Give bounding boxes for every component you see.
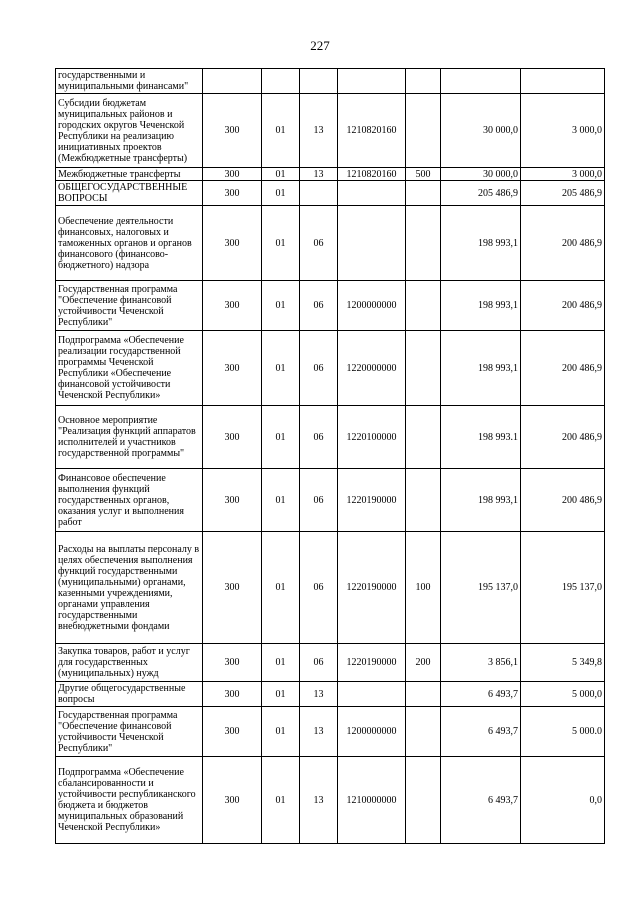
cell-year2: 200 486,9 <box>521 206 605 281</box>
row-name: Подпрограмма «Обеспечение реализации государственной программы Чеченской Республики «Обеспечение финансовой устойчивости Чеченской Республики» <box>56 331 203 406</box>
row-name: Финансовое обеспечение выполнения функций государственных органов, оказания услуг и выполнения работ <box>56 469 203 532</box>
row-name: Закупка товаров, работ и услуг для государственных (муниципальных) нужд <box>56 644 203 682</box>
cell-grbs <box>203 69 262 94</box>
table-row <box>56 168 605 181</box>
cell-rz: 01 <box>262 406 300 469</box>
cell-vr <box>406 757 441 844</box>
cell-vr <box>406 469 441 532</box>
cell-rz: 01 <box>262 94 300 168</box>
cell-year1: 198 993,1 <box>441 206 521 281</box>
cell-pr: 06 <box>300 532 338 644</box>
cell-year1: 6 493,7 <box>441 682 521 707</box>
cell-year1: 3 856,1 <box>441 644 521 682</box>
cell-csr: 1200000000 <box>338 707 406 757</box>
cell-vr <box>406 181 441 206</box>
cell-year1: 6 493,7 <box>441 757 521 844</box>
cell-csr: 1210000000 <box>338 757 406 844</box>
cell-year1: 6 493,7 <box>441 707 521 757</box>
row-name: государственными и муниципальными финансами" <box>56 69 203 94</box>
cell-vr <box>406 281 441 331</box>
cell-year1: 198 993.1 <box>441 406 521 469</box>
cell-pr: 13 <box>300 757 338 844</box>
cell-rz: 01 <box>262 281 300 331</box>
cell-year2 <box>521 69 605 94</box>
cell-year2: 0,0 <box>521 757 605 844</box>
cell-pr <box>300 69 338 94</box>
row-name: Обеспечение деятельности финансовых, налоговых и таможенных органов и органов финансового (финансово-бюджетного) надзора <box>56 206 203 281</box>
table-row <box>56 206 605 281</box>
cell-pr: 06 <box>300 406 338 469</box>
row-name: Межбюджетные трансферты <box>56 168 203 181</box>
cell-year1: 198 993,1 <box>441 469 521 532</box>
row-name: Государственная программа "Обеспечение финансовой устойчивости Чеченской Республики" <box>56 281 203 331</box>
cell-year2: 3 000,0 <box>521 168 605 181</box>
table-row <box>56 94 605 168</box>
cell-year2: 5 349,8 <box>521 644 605 682</box>
cell-rz: 01 <box>262 181 300 206</box>
cell-grbs: 300 <box>203 644 262 682</box>
row-name: Основное мероприятие "Реализация функций аппаратов исполнителей и участников государственной программы" <box>56 406 203 469</box>
cell-year2: 5 000.0 <box>521 707 605 757</box>
cell-grbs: 300 <box>203 181 262 206</box>
cell-year2: 195 137,0 <box>521 532 605 644</box>
cell-year1: 198 993,1 <box>441 281 521 331</box>
cell-grbs: 300 <box>203 406 262 469</box>
budget-table-body <box>56 69 605 844</box>
cell-year1: 205 486,9 <box>441 181 521 206</box>
row-name: Субсидии бюджетам муниципальных районов и городских округов Чеченской Республики на реализацию инициативных проектов (Межбюджетные трансферты) <box>56 94 203 168</box>
cell-csr: 1220190000 <box>338 532 406 644</box>
cell-csr: 1210820160 <box>338 94 406 168</box>
cell-grbs: 300 <box>203 281 262 331</box>
cell-rz: 01 <box>262 168 300 181</box>
cell-csr <box>338 206 406 281</box>
cell-year2: 205 486,9 <box>521 181 605 206</box>
cell-rz: 01 <box>262 532 300 644</box>
cell-grbs: 300 <box>203 469 262 532</box>
table-row <box>56 281 605 331</box>
table-row <box>56 469 605 532</box>
cell-grbs: 300 <box>203 532 262 644</box>
table-row <box>56 69 605 94</box>
table-row <box>56 331 605 406</box>
cell-vr: 200 <box>406 644 441 682</box>
cell-vr: 100 <box>406 532 441 644</box>
table-row <box>56 757 605 844</box>
cell-vr <box>406 406 441 469</box>
cell-pr: 06 <box>300 206 338 281</box>
cell-year1: 30 000,0 <box>441 168 521 181</box>
cell-year1: 198 993,1 <box>441 331 521 406</box>
cell-rz: 01 <box>262 757 300 844</box>
cell-grbs: 300 <box>203 757 262 844</box>
row-name: Другие общегосударственные вопросы <box>56 682 203 707</box>
table-row <box>56 682 605 707</box>
cell-grbs: 300 <box>203 682 262 707</box>
cell-csr <box>338 682 406 707</box>
cell-csr: 1220190000 <box>338 469 406 532</box>
cell-csr: 1220000000 <box>338 331 406 406</box>
cell-year1: 30 000,0 <box>441 94 521 168</box>
cell-vr: 500 <box>406 168 441 181</box>
cell-vr <box>406 206 441 281</box>
cell-csr <box>338 69 406 94</box>
cell-csr <box>338 181 406 206</box>
cell-pr <box>300 181 338 206</box>
cell-rz: 01 <box>262 331 300 406</box>
cell-rz: 01 <box>262 644 300 682</box>
cell-pr: 13 <box>300 168 338 181</box>
cell-pr: 06 <box>300 644 338 682</box>
cell-grbs: 300 <box>203 206 262 281</box>
cell-pr: 06 <box>300 331 338 406</box>
cell-pr: 06 <box>300 469 338 532</box>
cell-csr: 1220190000 <box>338 644 406 682</box>
cell-year2: 5 000,0 <box>521 682 605 707</box>
cell-rz <box>262 69 300 94</box>
cell-year1 <box>441 69 521 94</box>
cell-rz: 01 <box>262 469 300 532</box>
cell-grbs: 300 <box>203 707 262 757</box>
cell-vr <box>406 69 441 94</box>
cell-vr <box>406 94 441 168</box>
table-row <box>56 181 605 206</box>
cell-year2: 200 486,9 <box>521 469 605 532</box>
budget-table <box>55 68 605 844</box>
cell-rz: 01 <box>262 707 300 757</box>
cell-pr: 13 <box>300 682 338 707</box>
cell-pr: 06 <box>300 281 338 331</box>
cell-pr: 13 <box>300 707 338 757</box>
row-name: Расходы на выплаты персоналу в целях обеспечения выполнения функций государственными (муниципальными) органами, казенными учреждениями, органами управления государственными внебюджетными фондами <box>56 532 203 644</box>
cell-csr: 1210820160 <box>338 168 406 181</box>
cell-year2: 3 000,0 <box>521 94 605 168</box>
cell-grbs: 300 <box>203 168 262 181</box>
page-number: 227 <box>310 38 330 53</box>
row-name: Подпрограмма «Обеспечение сбалансированности и устойчивости республиканского бюджета и бюджетов муниципальных образований Чеченской Республики» <box>56 757 203 844</box>
cell-year2: 200 486,9 <box>521 331 605 406</box>
cell-grbs: 300 <box>203 94 262 168</box>
cell-rz: 01 <box>262 682 300 707</box>
table-row <box>56 406 605 469</box>
cell-grbs: 300 <box>203 331 262 406</box>
cell-year2: 200 486,9 <box>521 406 605 469</box>
row-name: ОБЩЕГОСУДАРСТВЕННЫЕ ВОПРОСЫ <box>56 181 203 206</box>
table-row <box>56 532 605 644</box>
cell-csr: 1220100000 <box>338 406 406 469</box>
cell-pr: 13 <box>300 94 338 168</box>
row-name: Государственная программа "Обеспечение финансовой устойчивости Чеченской Республики" <box>56 707 203 757</box>
cell-vr <box>406 707 441 757</box>
cell-vr <box>406 331 441 406</box>
cell-vr <box>406 682 441 707</box>
cell-year2: 200 486,9 <box>521 281 605 331</box>
table-row <box>56 707 605 757</box>
cell-year1: 195 137,0 <box>441 532 521 644</box>
cell-rz: 01 <box>262 206 300 281</box>
table-row <box>56 644 605 682</box>
cell-csr: 1200000000 <box>338 281 406 331</box>
